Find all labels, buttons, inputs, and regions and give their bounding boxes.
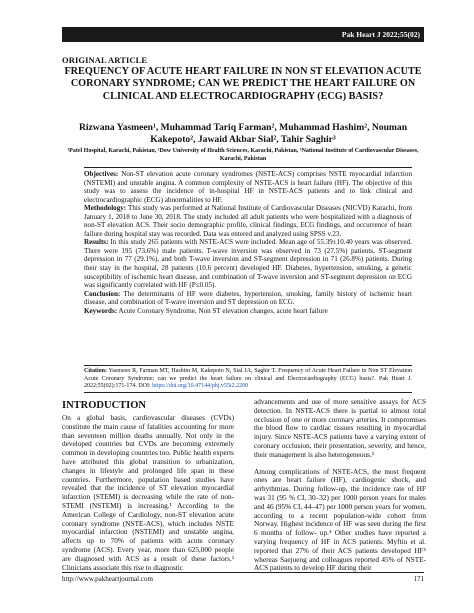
journal-header-bar [62,27,424,42]
citation-top-rule [84,365,412,366]
abstract-methodology: Methodology: This study was performed at National Institute of Cardiovascular Diseases (NICVD) Karachi, from January 1, 2018 to June 30, 2018. The study included all adult patients who were hospitalized with a diagnosis of non-ST elevation ACS. Their socio demographic profile, clinical findings, ECG findings, and occurrence of heart failure during hospital stay was recorded. Data was entered and analyzed using SPSS v.23. [84,204,412,238]
left-column [62,400,234,572]
right-column [254,398,426,573]
author-list: Rizwana Yasmeen¹, Muhammad Tariq Farman², Muhammad Hashim², Nouman Kakepoto², Jawaid Akbar Sial², Tahir Saghir³ [78,122,408,145]
citation-bottom-rule [84,392,412,393]
introduction-paragraph-3: Among complications of NSTE-ACS, the most frequent ones are heart failure (HF), cardiogenic shock, and arrhythmias. During follow-up, the incidence rate of HF was 31 (95 % CI, 30–32) per 1000 person years for males and 46 (95% CI, 44–47) per 1000 person years for women, according to a recent population-wide cohort from Norway. Highest incidence of HF was seen during the first 6 months of follow- up.⁴ Other studies have reported a varying frequency of HF in ACS patients. Myftiu et al. reported that 27% of their ACS patients developed HF⁵ whereas Saejueng and colleagues reported 45% of NSTE-ACS patients to develop HF during their [254,467,426,573]
introduction-paragraph-2: advancements and use of more sensitive assays for ACS detection. In NSTE-ACS there is partial to almost total occlusion of one or more coronary arteries. It compromises the blood flow to cardiac tissues resulting in myocardial injury. Since NSTE-ACS patients have a varying extent of coronary occlusion, their presentation, severity, and hence, their management is also heterogeneous.³ [254,398,426,459]
page-number: 171 [413,575,424,583]
abstract [84,170,412,315]
footer-url[interactable]: http://www.pakheartjournal.com [62,575,153,583]
affiliations: ¹Patel Hospital, Karachi, Pakistan, ²Dow University of Health Sciences, Karachi, Pakistan, ³National Institute of Cardiovascular Diseases, Karachi, Pakistan [67,148,419,162]
introduction-heading: INTRODUCTION [62,400,147,411]
citation-block: Citation: Yasmeen R, Farman MT, Hashim M, Kakepoto N, Sial JA, Saghir T. Frequency of Acute Heart Failure in Non ST Elevation Acute Coronary Syndrome; can we predict the heart failure on clinical and Electrocardiography (ECG) basis?. Pak Heart J. 2022;55(02):171-174. DOI: https://doi.org/10.47144/phj.v55i2.2200 [84,368,412,390]
article-title: FREQUENCY OF ACUTE HEART FAILURE IN NON ST ELEVATION ACUTE CORONARY SYNDROME; CAN WE PREDICT THE HEART FAILURE ON CLINICAL AND ELECTROCARDIOGRAPHY (ECG) BASIS? [64,66,422,102]
introduction-paragraph-1: On a global basis, cardiovascular diseases (CVDs) constitute the main cause of fatalities accounting for more than seventeen million deaths annually. Not only in the developed countries but CVDs are becoming extremely common in developing countries too. Public health experts have attributed this global transition to urbanization, changes in lifestyle and prolonged life span in these countries. Furthermore, population based studies have revealed that the incidence of ST elevation myocardial infarction (STEMI) is decreasing while the rate of non-STEMI (NSTEMI) is increasing.¹ According to the American College of Cardiology, non-ST elevation acute coronary syndrome (NSTE-ACS), which includes NSTE myocardial infarction (NSTEMI) and unstable angina, affects up to 70% of patients with acute coronary syndrome (ACS). Every year, more than 625,000 people are diagnosed with ACS as a result of these factors.² Clinicians associate this rise to diagnostic [62,414,234,572]
abstract-keywords: Keywords: Acute Coronary Syndrome, Non ST elevation changes, acute heart failure [84,306,328,315]
doi-link[interactable]: https://doi.org/10.47144/phj.v55i2.2200 [152,383,249,390]
footer-rule [62,572,424,573]
journal-citation-header: Pak Heart J 2022;55(02) [341,30,420,39]
abstract-conclusion: Conclusion: The determinants of HF were diabetes, hypertension, smoking, family history of ischemic heart disease, and combination of T-wave inversion and ST depression on ECG. [84,289,412,307]
abstract-results: Results: In this study 265 patients with NSTE-ACS were included. Mean age of 55.39±10.40 years was observed. There were 195 (73.6%) male patients. T-wave inversion was observed in 73 (27.5%) patients, ST-segment depression in 77 (29.1%), and both T-wave inversion and ST-segment depression in 71 (26.8%) patients. During their stay in the hospital, 28 patients (10.6 percent) developed HF. Diabetes, hypertension, smoking, a genetic susceptibility of ischemic heart disease, and combination of T-wave inversion and ST-segment depression on ECG was significantly correlated with HF (P≤0.05). [84,238,412,290]
article-type: ORIGINAL ARTICLE [62,55,148,65]
abstract-top-rule [84,167,412,168]
abstract-objectives: Objectives: Non-ST elevation acute coronary syndromes (NSTE-ACS) comprises NSTE myocardial infarction (NSTEMI) and unstable angina. A common complexity of NSTE-ACS is heart failure (HF). The objective of this study was to assess the incidence of in-hospital HF in NSTE-ACS patients and to link clinical and electrocardiographic (ECG) abnormalities to HF. [84,170,412,204]
